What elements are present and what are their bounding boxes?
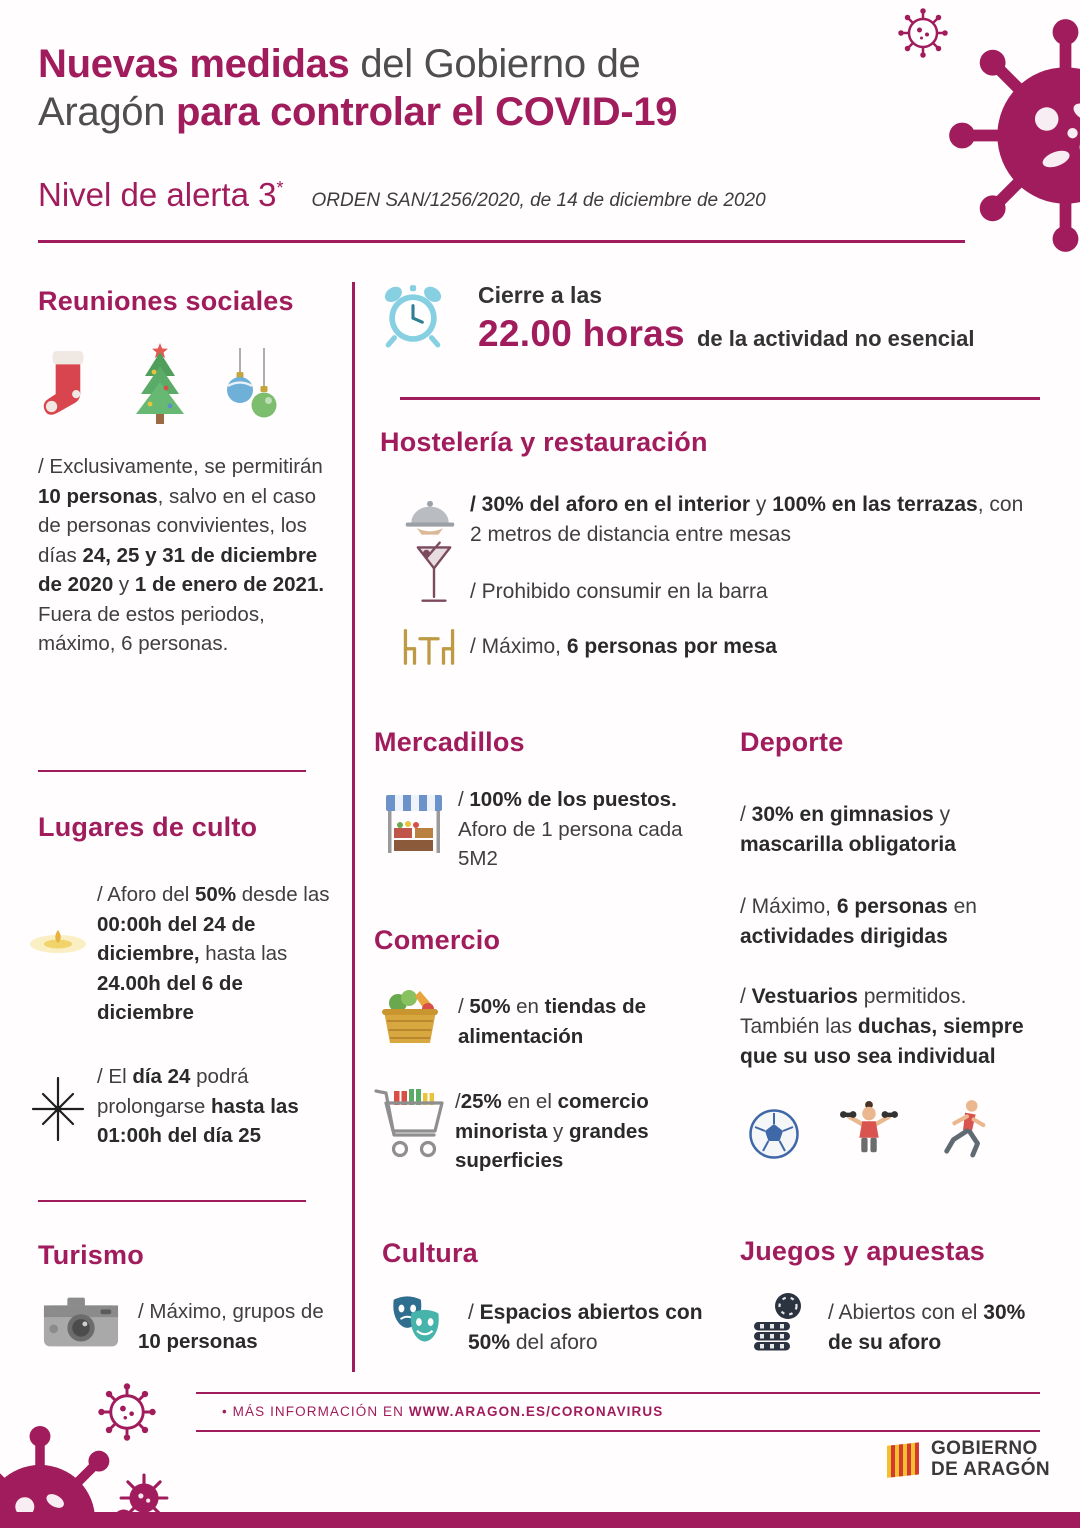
footer-info: • MÁS INFORMACIÓN EN WWW.ARAGON.ES/CORONAVIRUS	[222, 1404, 664, 1419]
shopping-cart-icon	[372, 1082, 448, 1168]
hosteleria-item-1: / 30% del aforo en el interior y 100% en las terrazas, con 2 metros de distancia entre mesas	[470, 493, 1024, 547]
section-title-reuniones: Reuniones sociales	[38, 286, 294, 316]
page-title-line2: Aragón para controlar el COVID-19	[38, 90, 678, 134]
section-title-comercio: Comercio	[374, 925, 501, 955]
weightlifter-icon	[840, 1100, 898, 1160]
gobierno-aragon-logo	[885, 1438, 1050, 1482]
candle-icon	[26, 916, 90, 964]
sparkle-star-icon	[28, 1076, 88, 1142]
culto-item-2: / El día 24 podrá prolongarse hasta las 01:00h del día 25	[97, 1065, 299, 1148]
christmas-tree-icon	[124, 342, 196, 428]
sports-icons-row	[748, 1098, 992, 1160]
deporte-item-2: / Máximo, 6 personas en actividades dirigidas	[740, 895, 977, 949]
grocery-basket-icon	[376, 985, 444, 1049]
cierre-suffix: de la actividad no esencial	[696, 326, 975, 351]
page-title	[38, 40, 868, 136]
comercio-item-2: /25% en el comercio minorista y grandes superficies	[455, 1090, 649, 1173]
section-title-juegos: Juegos y apuestas	[740, 1236, 986, 1266]
virus-icon	[948, 18, 1080, 253]
stocking-icon	[40, 348, 98, 428]
cierre-block	[478, 282, 975, 355]
reuniones-body: / Exclusivamente, se permitirán 10 personas, salvo en el caso de personas convivientes, los días 24, 25 y 31 de diciembre de 2020 y 1 de enero de 2021. Fuera de estos periodos, máximo, 6 personas.	[38, 455, 325, 656]
juegos-item-1: / Abiertos con el 30% de su aforo	[828, 1301, 1026, 1355]
alert-row	[38, 176, 766, 214]
cierre-line2	[478, 313, 975, 355]
header-divider	[38, 240, 965, 243]
cultura-item-1: / Espacios abiertos con 50% del aforo	[468, 1301, 703, 1355]
table-chairs-icon	[400, 624, 458, 668]
footer-divider-top	[196, 1392, 1040, 1394]
deporte-item-3: / Vestuarios permitidos. También las duchas, siempre que su uso sea individual	[740, 985, 1024, 1069]
footer-divider-bottom	[196, 1430, 1040, 1432]
mercadillos-item-1: / 100% de los puestos. Aforo de 1 persona cada 5M2	[458, 788, 683, 871]
cloche-icon	[402, 492, 458, 538]
bottom-bar	[0, 1512, 1080, 1528]
logo-text	[931, 1439, 1050, 1481]
soccer-ball-icon	[748, 1108, 800, 1160]
order-reference: ORDEN SAN/1256/2020, de 14 de diciembre de 2020	[311, 190, 766, 211]
poker-chips-icon	[750, 1290, 806, 1352]
cierre-divider	[400, 397, 1040, 400]
culto-item-1: / Aforo del 50% desde las 00:00h del 24 de diciembre, hasta las 24.00h del 6 de diciembre	[97, 883, 330, 1025]
baubles-icon	[222, 348, 280, 428]
runner-icon	[938, 1098, 992, 1160]
cierre-time: 22.00 horas	[478, 313, 685, 354]
deporte-item-1: / 30% en gimnasios y mascarilla obligatoria	[740, 803, 956, 857]
hosteleria-item-3: / Máximo, 6 personas por mesa	[470, 635, 777, 658]
cierre-prefix: Cierre a las	[478, 282, 603, 308]
section-title-mercadillos: Mercadillos	[374, 727, 525, 757]
section-title-cultura: Cultura	[382, 1238, 478, 1268]
logo-line1: GOBIERNO	[931, 1438, 1038, 1460]
alarm-clock-icon	[380, 283, 446, 349]
camera-icon	[42, 1293, 120, 1351]
turismo-item-1: / Máximo, grupos de 10 personas	[138, 1300, 324, 1353]
market-stall-icon	[382, 790, 446, 858]
theater-masks-icon	[384, 1292, 450, 1356]
alert-asterisk: *	[276, 178, 284, 198]
comercio-item-1: / 50% en tiendas de alimentación	[458, 995, 647, 1048]
alert-level: Nivel de alerta 3*	[38, 176, 284, 213]
cocktail-icon	[414, 540, 454, 610]
christmas-icons-row	[40, 342, 280, 428]
section-title-deporte: Deporte	[740, 727, 844, 757]
aragon-flag-icon	[885, 1438, 921, 1482]
left-divider-1	[38, 770, 306, 772]
logo-line2: DE ARAGÓN	[931, 1459, 1051, 1480]
section-title-culto: Lugares de culto	[38, 812, 258, 842]
column-divider	[352, 282, 355, 1372]
section-title-hosteleria: Hostelería y restauración	[380, 427, 708, 457]
virus-icon	[898, 8, 948, 58]
section-title-turismo: Turismo	[38, 1240, 144, 1270]
left-divider-2	[38, 1200, 306, 1202]
page-title-line1: Nuevas medidas del Gobierno de	[38, 42, 641, 86]
hosteleria-item-2: / Prohibido consumir en la barra	[470, 580, 768, 603]
